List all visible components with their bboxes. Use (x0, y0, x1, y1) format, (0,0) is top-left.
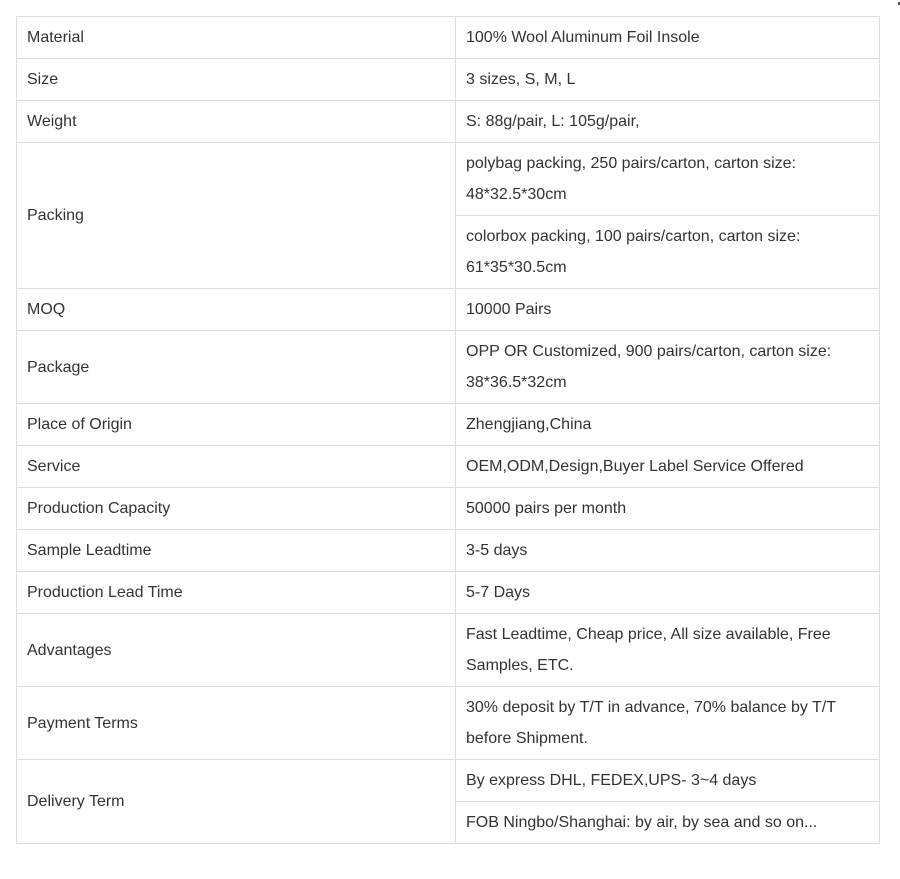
spec-value-cell: 3-5 days (456, 530, 880, 572)
table-row (17, 17, 880, 59)
table-row (17, 687, 880, 760)
spec-label-cell: Payment Terms (17, 687, 456, 760)
spec-value-cell: 100% Wool Aluminum Foil Insole (456, 17, 880, 59)
table-row (17, 101, 880, 143)
table-row (17, 446, 880, 488)
spec-label-cell: Service (17, 446, 456, 488)
spec-value-cell: Zhengjiang,China (456, 404, 880, 446)
spec-value-cell: OPP OR Customized, 900 pairs/carton, carton size: 38*36.5*32cm (456, 331, 880, 404)
product-spec-table (16, 16, 880, 844)
spec-value-cell: By express DHL, FEDEX,UPS- 3~4 days (456, 760, 880, 802)
spec-label-cell: Advantages (17, 614, 456, 687)
table-row (17, 488, 880, 530)
spec-label-cell: MOQ (17, 289, 456, 331)
spec-value-cell: Fast Leadtime, Cheap price, All size available, Free Samples, ETC. (456, 614, 880, 687)
spec-label-cell: Delivery Term (17, 760, 456, 844)
table-row (17, 614, 880, 687)
spec-label-cell: Weight (17, 101, 456, 143)
spec-label-cell: Sample Leadtime (17, 530, 456, 572)
spec-value-cell: polybag packing, 250 pairs/carton, carton size: 48*32.5*30cm (456, 143, 880, 216)
table-row (17, 572, 880, 614)
table-row (17, 143, 880, 216)
spec-value-cell: 50000 pairs per month (456, 488, 880, 530)
spec-label-cell: Packing (17, 143, 456, 289)
spec-table-body (17, 17, 880, 844)
table-row (17, 530, 880, 572)
table-row (17, 289, 880, 331)
spec-label-cell: Package (17, 331, 456, 404)
spec-label-cell: Production Lead Time (17, 572, 456, 614)
spec-value-cell: 30% deposit by T/T in advance, 70% balance by T/T before Shipment. (456, 687, 880, 760)
spec-value-cell: FOB Ningbo/Shanghai: by air, by sea and so on... (456, 802, 880, 844)
spec-label-cell: Place of Origin (17, 404, 456, 446)
spec-label-cell: Material (17, 17, 456, 59)
spec-label-cell: Size (17, 59, 456, 101)
spec-value-cell: OEM,ODM,Design,Buyer Label Service Offered (456, 446, 880, 488)
table-row (17, 760, 880, 802)
table-row (17, 59, 880, 101)
spec-value-cell: 10000 Pairs (456, 289, 880, 331)
spec-label-cell: Production Capacity (17, 488, 456, 530)
spec-value-cell: 3 sizes, S, M, L (456, 59, 880, 101)
table-row (17, 331, 880, 404)
spec-value-cell: S: 88g/pair, L: 105g/pair, (456, 101, 880, 143)
spec-value-cell: 5-7 Days (456, 572, 880, 614)
table-row (17, 404, 880, 446)
spec-value-cell: colorbox packing, 100 pairs/carton, carton size: 61*35*30.5cm (456, 216, 880, 289)
